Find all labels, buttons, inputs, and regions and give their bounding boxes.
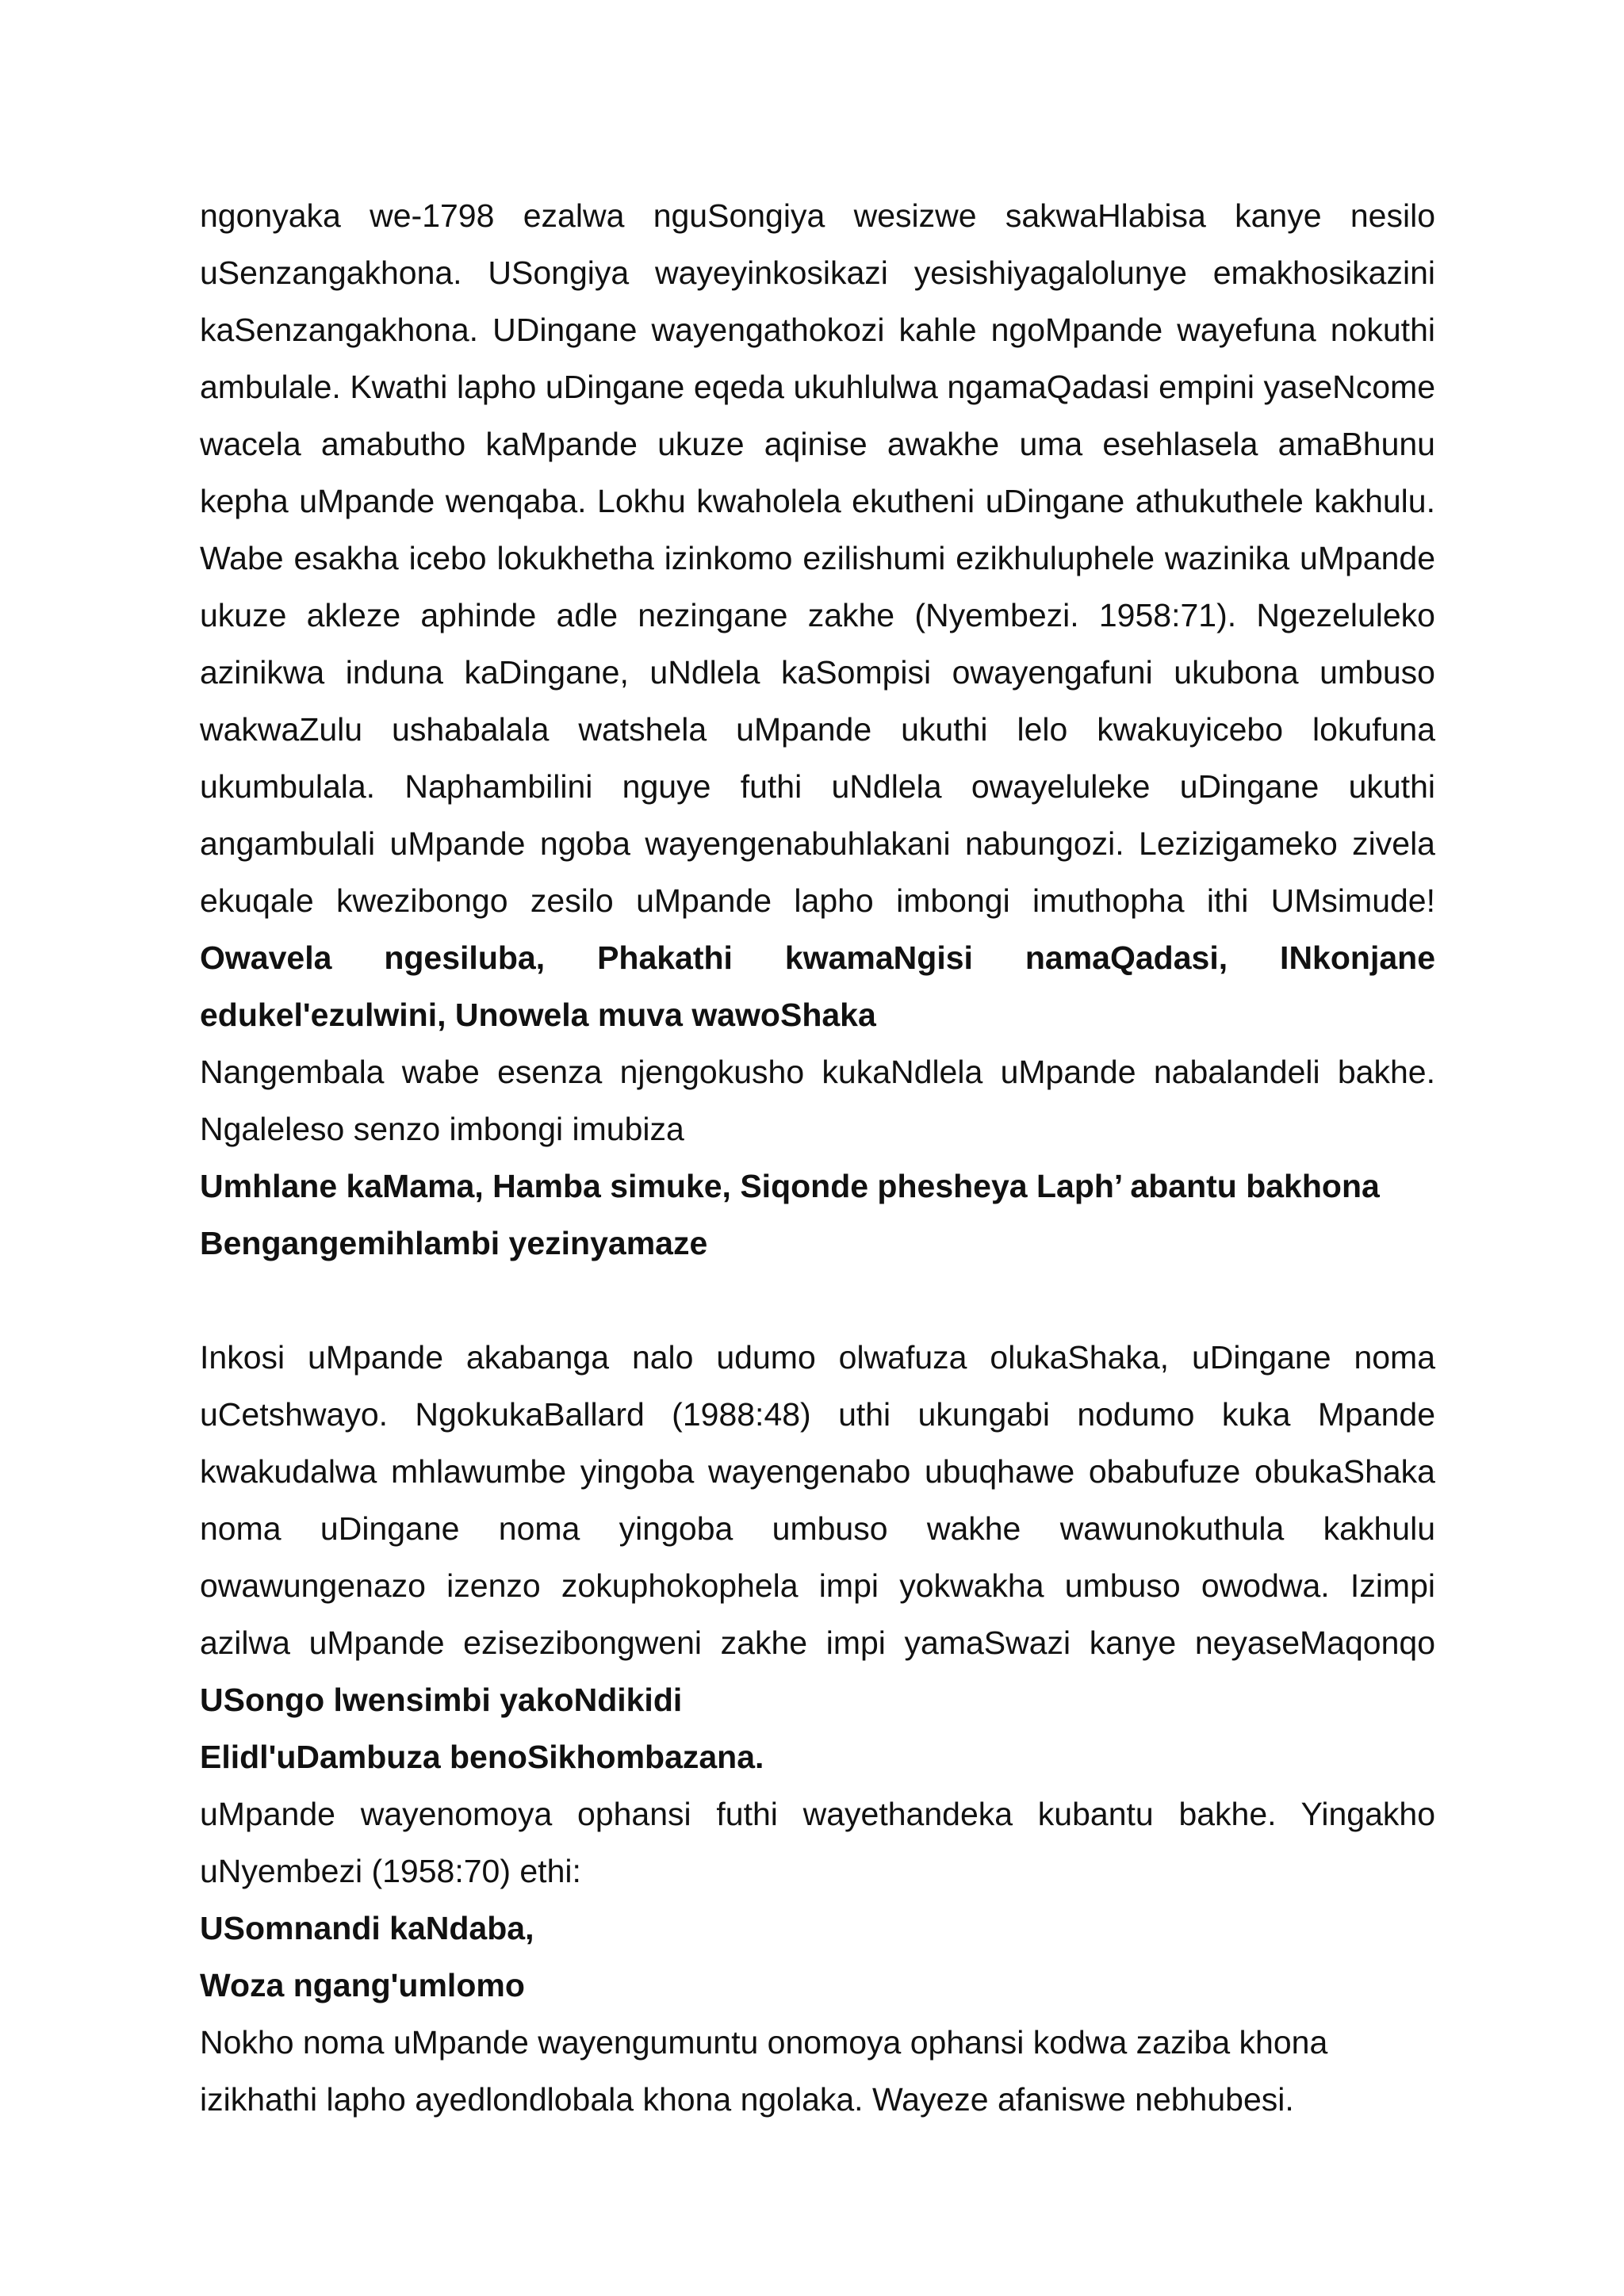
document-page	[200, 195, 1435, 2136]
text-line: noma uDingane noma yingoba umbuso wakhe wawunokuthula kakhulu	[200, 1510, 1435, 1547]
text-line: kepha uMpande wenqaba. Lokhu kwaholela ekutheni uDingane athukuthele kakhulu.	[200, 483, 1435, 519]
text-line: Nangembala wabe esenza njengokusho kukaNdlela uMpande nabalandeli bakhe.	[200, 1054, 1435, 1090]
praise-line: Woza ngang'umlomo	[200, 1967, 525, 2003]
praise-poem-4	[200, 1908, 1435, 2022]
praise-poem-1	[200, 937, 1435, 1051]
paragraph-2	[200, 1051, 1435, 1165]
paragraph-5	[200, 2022, 1435, 2136]
text-line: Wabe esakha icebo lokukhetha izinkomo ezilishumi ezikhuluphele wazinika uMpande	[200, 540, 1435, 576]
text-line: azilwa uMpande ezisezibongweni zakhe impi yamaSwazi kanye neyaseMaqonqo	[200, 1624, 1435, 1661]
text-line: ngonyaka we-1798 ezalwa nguSongiya wesizwe sakwaHlabisa kanye nesilo	[200, 197, 1435, 234]
text-line: ekuqale kwezibongo zesilo uMpande lapho imbongi imuthopha ithi UMsimude!	[200, 882, 1435, 919]
text-line: wakwaZulu ushabalala watshela uMpande ukuthi lelo kwakuyicebo lokufuna	[200, 711, 1435, 748]
paragraph-4	[200, 1793, 1435, 1908]
praise-line: Owavela ngesiluba, Phakathi kwamaNgisi namaQadasi, INkonjane	[200, 939, 1435, 976]
praise-line: USomnandi kaNdaba,	[200, 1910, 534, 1946]
text-line: owawungenazo izenzo zokuphokophela impi yokwakha umbuso owodwa. Izimpi	[200, 1567, 1435, 1604]
paragraph-3	[200, 1337, 1435, 1679]
text-line: Ngaleleso senzo imbongi imubiza	[200, 1111, 684, 1147]
paragraph-1	[200, 195, 1435, 937]
text-line: Nokho noma uMpande wayengumuntu onomoya ophansi kodwa zaziba khona	[200, 2024, 1328, 2061]
text-line: ukuze akleze aphinde adle nezingane zakhe (Nyembezi. 1958:71). Ngezeluleko	[200, 597, 1435, 633]
text-line: uNyembezi (1958:70) ethi:	[200, 1853, 581, 1889]
praise-poem-2	[200, 1165, 1435, 1280]
text-line: azinikwa induna kaDingane, uNdlela kaSompisi owayengafuni ukubona umbuso	[200, 654, 1435, 691]
praise-line: USongo lwensimbi yakoNdikidi	[200, 1682, 683, 1718]
praise-line: Bengangemihlambi yezinyamaze	[200, 1225, 708, 1261]
text-line: angambulali uMpande ngoba wayengenabuhlakani nabungozi. Lezizigameko zivela	[200, 825, 1435, 862]
text-line: kaSenzangakhona. UDingane wayengathokozi kahle ngoMpande wayefuna nokuthi	[200, 312, 1435, 348]
text-line: wacela amabutho kaMpande ukuze aqinise awakhe uma esehlasela amaBhunu	[200, 426, 1435, 462]
praise-line: edukel'ezulwini, Unowela muva wawoShaka	[200, 997, 876, 1033]
text-line: Inkosi uMpande akabanga nalo udumo olwafuza olukaShaka, uDingane noma	[200, 1339, 1435, 1376]
paragraph-spacer	[200, 1280, 1435, 1337]
text-line: ambulale. Kwathi lapho uDingane eqeda ukuhlulwa ngamaQadasi empini yaseNcome	[200, 369, 1435, 405]
text-line: uMpande wayenomoya ophansi futhi wayethandeka kubantu bakhe. Yingakho	[200, 1796, 1435, 1832]
text-line: uSenzangakhona. USongiya wayeyinkosikazi yesishiyagalolunye emakhosikazini	[200, 254, 1435, 291]
praise-line: Elidl'uDambuza benoSikhombazana.	[200, 1739, 764, 1775]
text-line: uCetshwayo. NgokukaBallard (1988:48) uthi ukungabi nodumo kuka Mpande	[200, 1396, 1435, 1433]
text-line: kwakudalwa mhlawumbe yingoba wayengenabo ubuqhawe obabufuze obukaShaka	[200, 1453, 1435, 1490]
text-line: ukumbulala. Naphambilini nguye futhi uNdlela owayeluleke uDingane ukuthi	[200, 768, 1435, 805]
praise-poem-3	[200, 1679, 1435, 1793]
text-line: izikhathi lapho ayedlondlobala khona ngolaka. Wayeze afaniswe nebhubesi.	[200, 2081, 1294, 2118]
praise-line: Umhlane kaMama, Hamba simuke, Siqonde phesheya Laph’ abantu bakhona	[200, 1168, 1380, 1204]
